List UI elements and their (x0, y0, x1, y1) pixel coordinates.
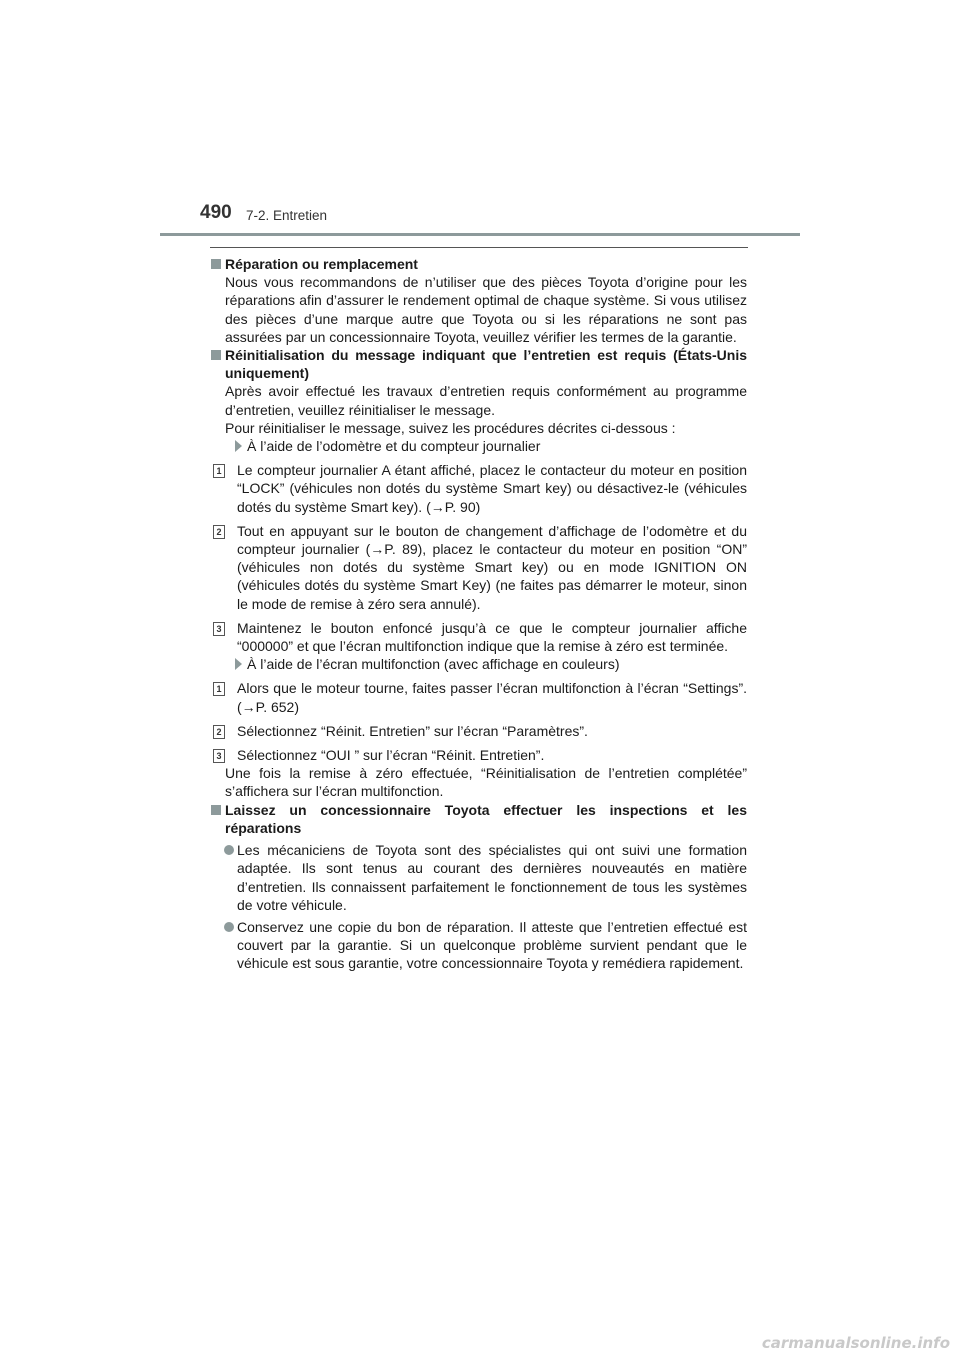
page-content (211, 255, 747, 973)
dealer-heading: Laissez un concessionnaire Toyota effectuer les inspections et les réparations (211, 801, 747, 837)
step-number: 3 (213, 622, 225, 636)
step-number: 1 (213, 682, 225, 696)
method-title: À l’aide de l’écran multifonction (avec affichage en couleurs) (211, 655, 747, 673)
repair-heading: Réparation ou remplacement (211, 255, 747, 273)
arrow-right-icon (235, 658, 242, 670)
arrow-right-icon (235, 440, 242, 452)
header-divider (160, 233, 800, 236)
content-divider (210, 247, 748, 248)
page-number: 490 (200, 202, 232, 223)
list-item: Conservez une copie du bon de réparation. Il atteste que l’entretien effectué est couvert par la garantie. Si un quelconque problème survient pendant que le véhicule est sous garantie, votre concessionnaire Toyota y remédiera rapidement. (211, 918, 747, 973)
circle-bullet-icon (224, 845, 234, 855)
section-title: 7-2. Entretien (246, 208, 328, 223)
step-item: 3 Sélectionnez “OUI ” sur l’écran “Réinit. Entretien”. (211, 746, 747, 764)
method-after-text: Une fois la remise à zéro effectuée, “Réinitialisation de l’entretien complétée” s’affichera sur l’écran multifonction. (225, 765, 747, 800)
step-item: 1 Alors que le moteur tourne, faites passer l’écran multifonction à l’écran “Settings”. (→P. 652) (211, 679, 747, 715)
step-item: 2 Tout en appuyant sur le bouton de changement d’affichage de l’odomètre et du compteur journalier (→P. 89), placez le contacteur du moteur en position “ON” (véhicules non dotés du système Smart key) ou en mode IGNITION ON (véhicules dotés du système Smart Key) (ne faites pas démarrer le moteur, sinon le mode de remise à zéro sera annulé). (211, 522, 747, 613)
square-bullet-icon (211, 259, 221, 269)
step-number: 3 (213, 749, 225, 763)
watermark-logo: carmanualsonline.info (761, 1334, 950, 1352)
reset-heading: Réinitialisation du message indiquant que l’entretien est requis (États-Unis uniquement) (211, 346, 747, 382)
circle-bullet-icon (224, 922, 234, 932)
step-item: 3 Maintenez le bouton enfoncé jusqu’à ce que le compteur journalier affiche “000000” et que l’écran multifonction indique que la remise à zéro est terminée. (211, 619, 747, 655)
step-number: 1 (213, 464, 225, 478)
step-item: 1 Le compteur journalier A étant affiché, placez le contacteur du moteur en position “LOCK” (véhicules non dotés du système Smart key) ou désactivez-le (véhicules dotés du système Smart key). (→P. 90) (211, 461, 747, 516)
list-item: Les mécaniciens de Toyota sont des spécialistes qui ont suivi une formation adaptée. Ils sont tenus au courant des dernières nouveautés en matière d’entretien. Ils connaissent parfaitement le fonctionnement de tous les systèmes de votre véhicule. (211, 841, 747, 914)
reset-text: Après avoir effectué les travaux d’entretien requis conformément au programme d’entretien, veuillez réinitialiser le message. (225, 383, 747, 418)
step-item: 2 Sélectionnez “Réinit. Entretien” sur l’écran “Paramètres”. (211, 722, 747, 740)
reset-text: Pour réinitialiser le message, suivez les procédures décrites ci-dessous : (225, 419, 676, 436)
step-number: 2 (213, 725, 225, 739)
square-bullet-icon (211, 805, 221, 815)
method-title: À l’aide de l’odomètre et du compteur journalier (211, 437, 747, 455)
repair-text: Nous vous recommandons de n’utiliser que des pièces Toyota d’origine pour les réparations afin d’assurer le rendement optimal de chaque système. Si vous utilisez des pièces d’une marque autre que Toyota ou si les réparations ne sont pas assurées par un concessionnaire Toyota, veuillez vérifier les termes de la garantie. (225, 274, 747, 345)
square-bullet-icon (211, 350, 221, 360)
step-number: 2 (213, 525, 225, 539)
